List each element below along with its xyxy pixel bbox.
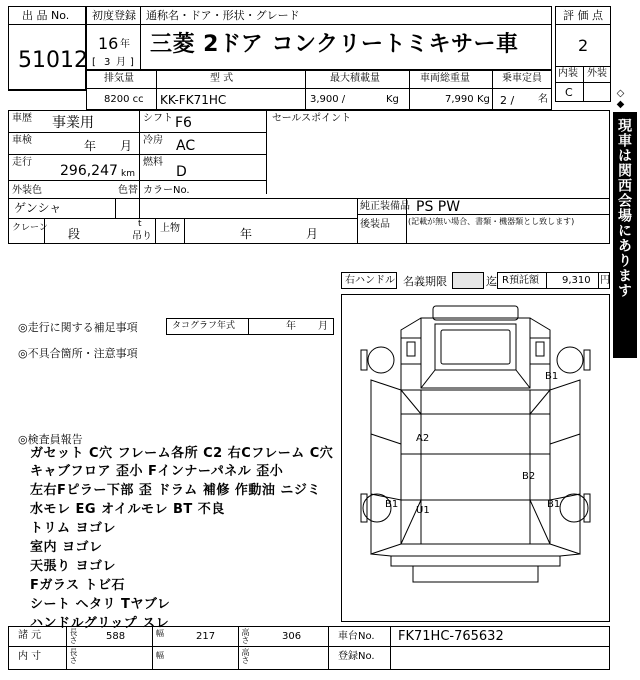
model-code-value: KK-FK71HC (160, 93, 227, 107)
upper-month: 月 (306, 227, 319, 241)
inspector-line: トリム ヨゴレ (30, 521, 117, 536)
model-code-label: 型 式 (210, 73, 234, 84)
defects-label: ◎不具合箇所・注意事項 (18, 347, 138, 360)
name-change-suffix: 迄 (486, 275, 497, 288)
upper-label: 上物 (160, 223, 180, 234)
inspector-line: 天張り ヨゴレ (30, 559, 117, 574)
height-label: 高さ (241, 628, 250, 644)
inspector-line: 水モレ EG オイルモレ BT 不良 (30, 502, 225, 517)
chassis-value: FK71HC-765632 (398, 629, 504, 644)
width-label: 幅 (156, 629, 164, 638)
chassis-label: 車台No. (338, 631, 375, 642)
tachograph-label: タコグラフ年式 (172, 321, 236, 331)
ac-label: 冷房 (143, 135, 163, 146)
displacement-value: 8200 cc (104, 94, 144, 105)
inspection-label: 車検 (12, 135, 32, 146)
score-label: 評 価 点 (563, 9, 603, 22)
inspector-line: Fガラス トビ石 (30, 578, 126, 593)
tachograph-month: 月 (318, 321, 328, 332)
driving-notes-label: ◎走行に関する補足事項 (18, 321, 138, 334)
banner-symbol-top: ◇◆ (615, 88, 626, 110)
damage-mark: A2 (416, 433, 430, 444)
first-reg-month: 3 (104, 57, 111, 68)
capacity-value: 2 / (500, 94, 515, 107)
gross-weight-unit: Kg (477, 94, 490, 105)
exterior-label: 外装 (587, 68, 607, 79)
dims-label: 諸 元 (18, 630, 42, 641)
color-change-label: 色替 (118, 185, 138, 196)
inspector-line: キャブフロア 歪小 Fインナーパネル 歪小 (30, 464, 284, 479)
damage-mark: B1 (545, 371, 559, 382)
capacity-label: 乗車定員 (502, 73, 542, 84)
first-reg-label: 初度登録 (92, 9, 136, 22)
interior-label: 内装 (558, 68, 578, 79)
model-spec-label: 通称名・ドア・形状・グレード (146, 9, 300, 22)
history-value: 事業用 (52, 115, 94, 131)
height-value: 306 (282, 631, 302, 642)
int-width-label: 幅 (156, 651, 164, 660)
int-height-label: 高さ (241, 648, 250, 664)
recycle-label: R預託額 (502, 275, 539, 286)
inspection-year: 年 (84, 139, 97, 153)
inspector-line: 左右Fピラー下部 歪 ドラム 補修 作動油 ニジミ (30, 483, 321, 498)
mileage-label: 走行 (12, 157, 32, 168)
shift-value: F6 (175, 115, 192, 131)
history-label: 車歴 (12, 113, 32, 124)
banner-text: 現車は関西会場にあります (616, 118, 632, 298)
mileage-value: 296,247 (60, 163, 118, 179)
crane-dan: 段 (68, 227, 81, 241)
reg-no-label: 登録No. (338, 651, 375, 662)
lot-label: 出 品 No. (22, 9, 70, 22)
max-load-value: 3,900 / (310, 94, 346, 105)
score-value: 2 (578, 36, 589, 55)
length-value: 588 (106, 631, 126, 642)
equipment-label: 純正装備品 (360, 201, 410, 212)
gross-weight-value: 7,990 (445, 94, 474, 105)
exterior-color-label: 外装色 (12, 185, 42, 196)
displacement-label: 排気量 (104, 73, 134, 84)
name-change-field (452, 272, 484, 289)
upper-year: 年 (240, 227, 253, 241)
mileage-unit: km (121, 169, 135, 179)
length-label: 長さ (69, 628, 78, 644)
inspector-line: ハンドルグリップ スレ (30, 616, 170, 631)
crane-hang: 吊り (132, 231, 152, 242)
interior-dims-label: 内 寸 (18, 651, 42, 662)
color-no-label: カラーNo. (143, 185, 190, 196)
recycle-value: 9,310 (562, 275, 591, 286)
capacity-unit: 名 (538, 94, 548, 105)
fuel-value: D (176, 164, 187, 180)
fuel-label: 燃料 (143, 157, 163, 168)
shift-label: シフト (143, 113, 173, 124)
gross-weight-label: 車両総重量 (420, 73, 470, 84)
width-value: 217 (196, 631, 216, 642)
crane-t: t (138, 219, 142, 229)
max-load-unit: Kg (386, 94, 399, 105)
aftermarket-label: 後装品 (360, 219, 390, 230)
inspector-label: ◎検査員報告 (18, 433, 83, 446)
sales-point-label: セールスポイント (272, 113, 352, 124)
name-change-label: 名義期限 (403, 275, 447, 288)
int-length-label: 長さ (69, 648, 78, 664)
first-reg-year: 16 (98, 34, 119, 53)
inspection-month: 月 (120, 139, 133, 153)
exterior-color-value: ゲンシャ (14, 201, 62, 215)
equipment-value: PS PW (416, 199, 461, 215)
crane-label: クレーン (12, 223, 48, 233)
damage-mark: B2 (522, 471, 536, 482)
footer-box (8, 626, 610, 670)
ac-value: AC (176, 138, 196, 154)
tachograph-year: 年 (286, 321, 296, 332)
lot-number: 51012 (18, 48, 88, 73)
aftermarket-note: (記載が無い場合、書類・機器類とし致します) (408, 217, 575, 226)
truck-diagram (341, 294, 610, 622)
banner-symbol-bottom: ◇◆ (615, 336, 626, 358)
damage-mark: U1 (416, 505, 430, 516)
month-label: 月 (116, 57, 126, 68)
inspector-line: 室内 ヨゴレ (30, 540, 103, 555)
damage-mark: B1 (385, 499, 399, 510)
inspector-line: ガセット C穴 フレーム各所 C2 右Cフレーム C穴 (30, 446, 334, 461)
year-label: 年 (120, 39, 130, 50)
recycle-unit: 円 (600, 275, 610, 286)
max-load-label: 最大積載量 (330, 73, 380, 84)
interior-grade: C (565, 86, 573, 99)
inspector-line: シート ヘタリ Tヤブレ (30, 597, 171, 612)
vehicle-title: 三菱 2ドア コンクリートミキサー車 (150, 32, 519, 57)
damage-mark: B1 (547, 499, 561, 510)
